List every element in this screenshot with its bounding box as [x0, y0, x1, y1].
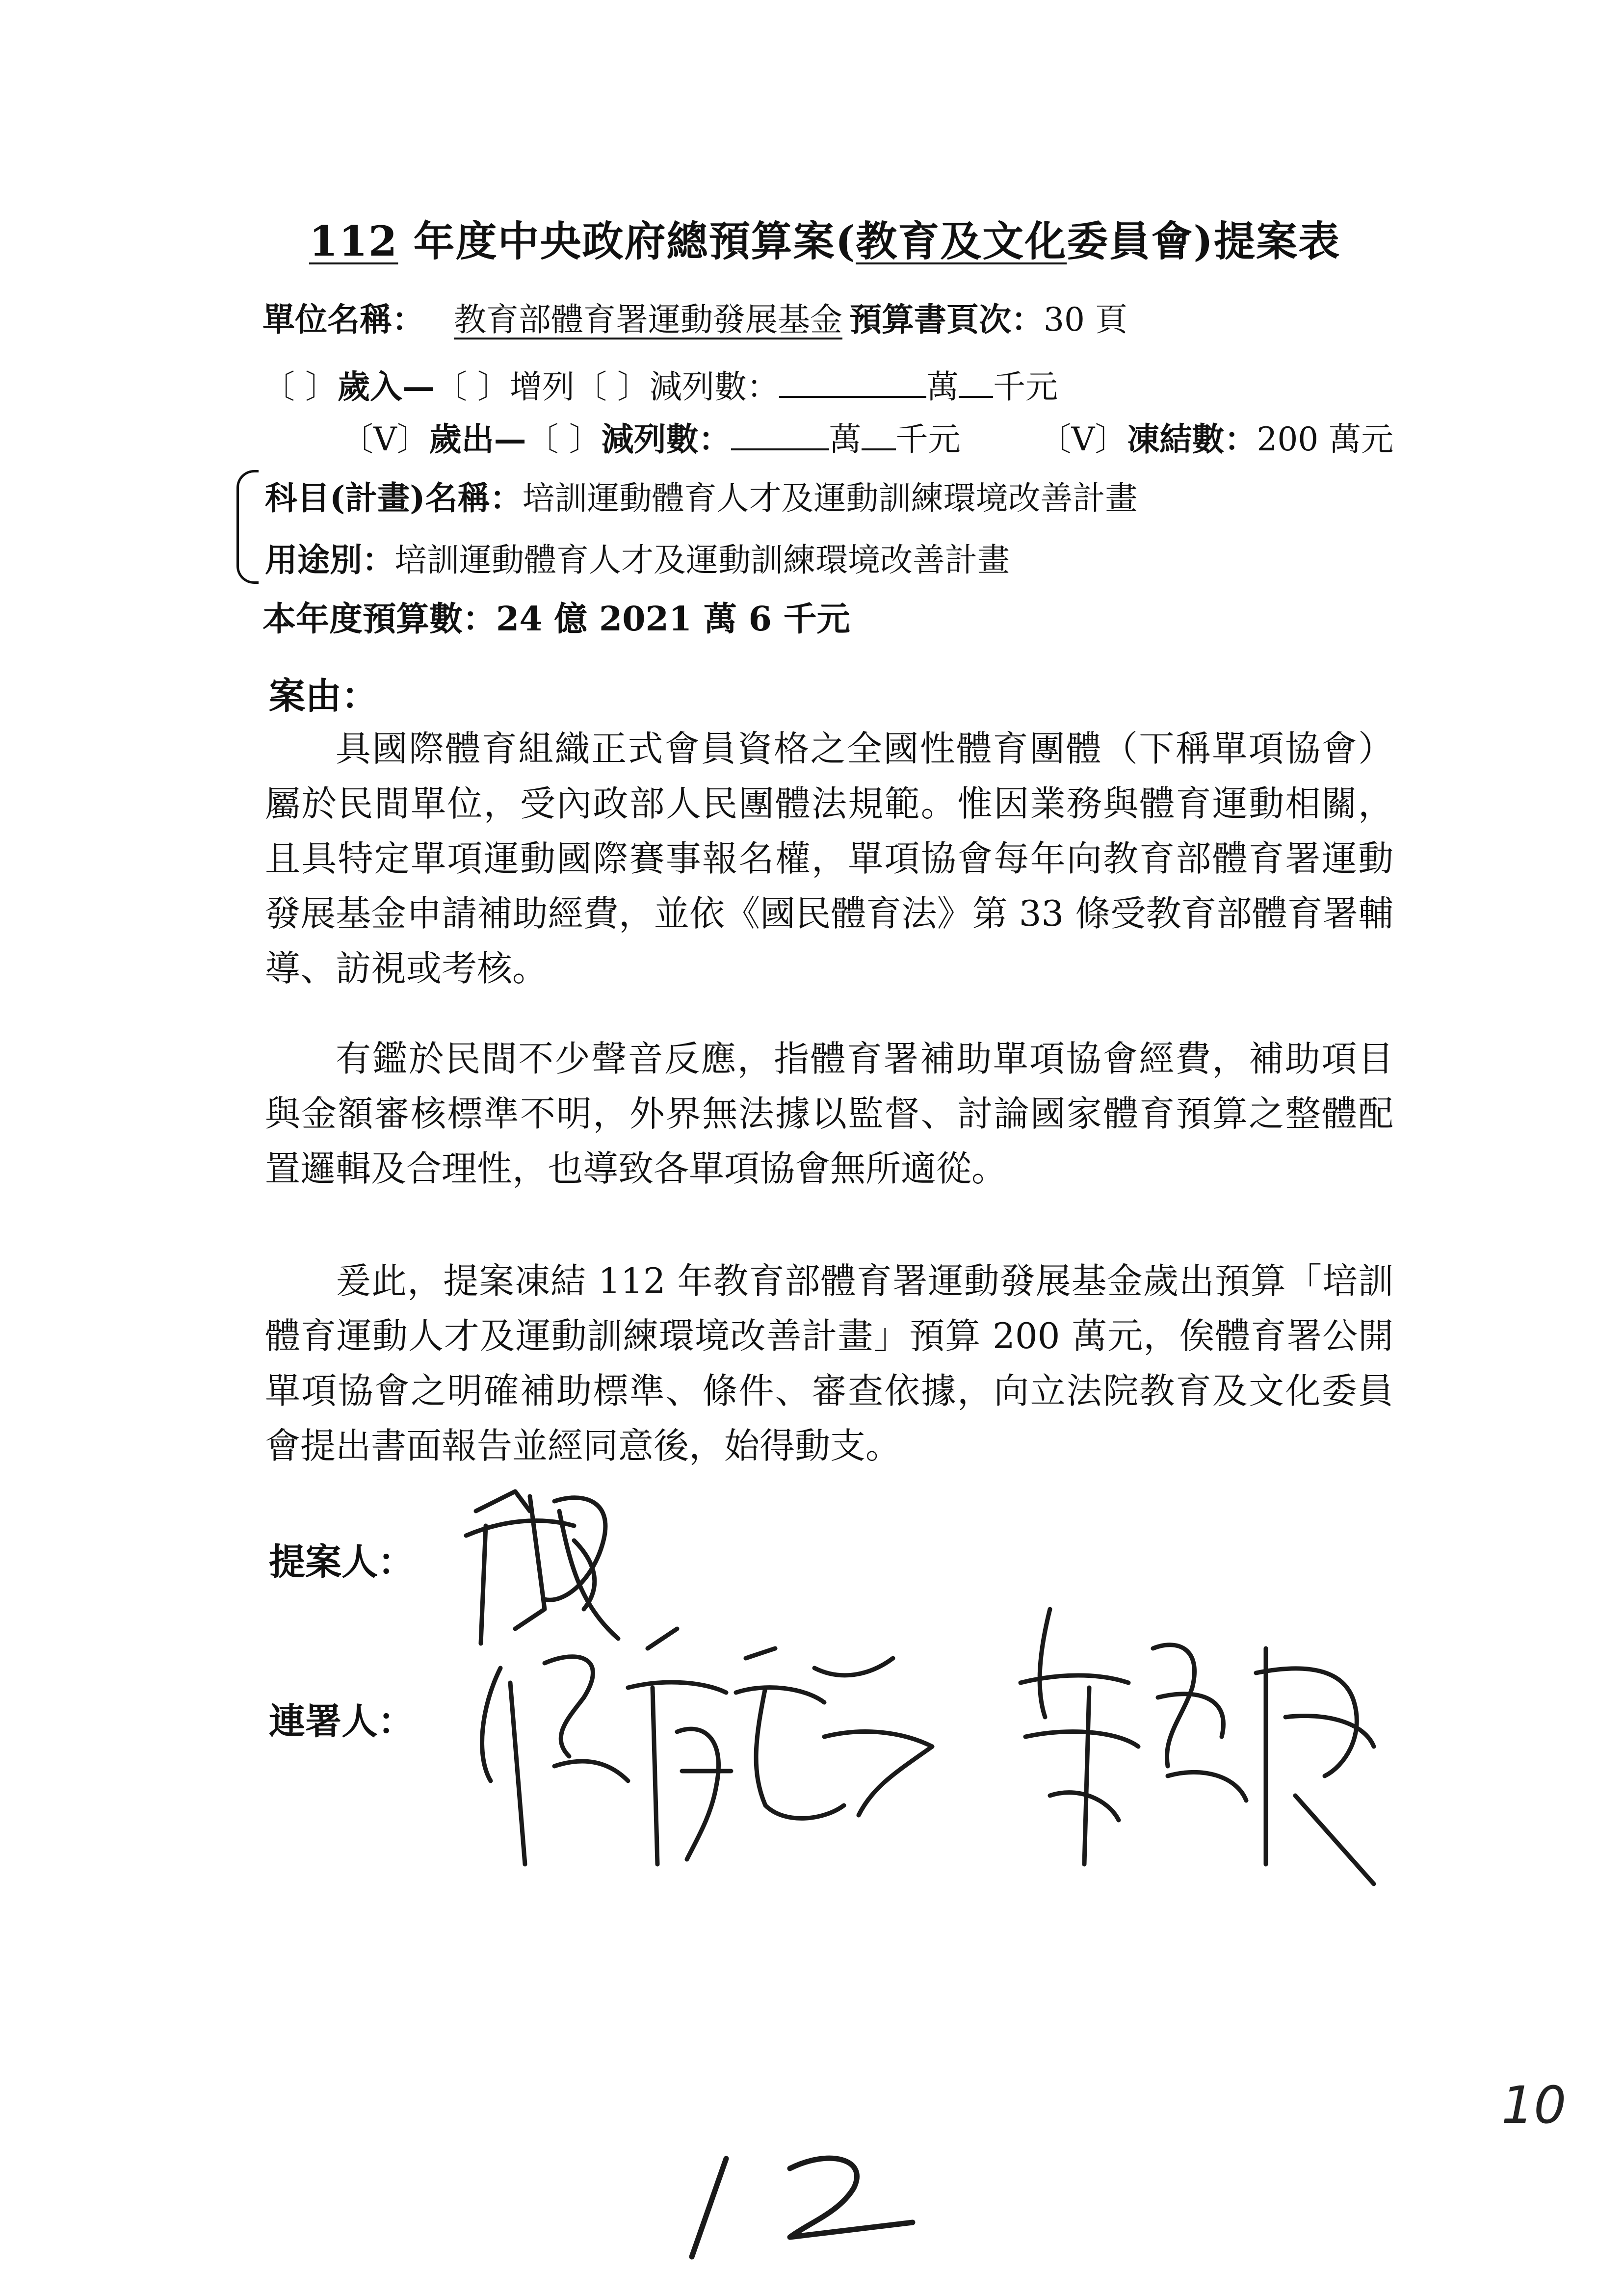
subject-row [265, 472, 1137, 519]
title-part2: 委員會)提案表 [1067, 217, 1341, 265]
freeze-value: 200 萬元 [1257, 420, 1394, 458]
cosigner-signature-2 [991, 1590, 1393, 1894]
budget-row [262, 593, 850, 640]
freeze-label: 凍結數： [1127, 420, 1257, 458]
cut-qian-blank [862, 421, 896, 450]
expenditure-checkbox: 〔V〕 [341, 420, 429, 458]
paragraph-1 [265, 721, 1393, 996]
revenue-wan-blank [779, 368, 926, 398]
revenue-label: 歲入— [337, 367, 435, 406]
revenue-options: 〔 〕增列〔 〕減列數： [434, 368, 779, 406]
page-ref-label: 預算書頁次： [849, 300, 1044, 339]
usage-label: 用途別： [265, 541, 394, 579]
paragraph-3 [265, 1253, 1393, 1473]
unit-value: 教育部體育署運動發展基金 [454, 301, 842, 339]
page-ref-value: 30 頁 [1044, 301, 1127, 339]
revenue-row [262, 361, 1058, 407]
revenue-wan: 萬 [926, 368, 959, 406]
budget-value: 24 億 2021 萬 6 千元 [496, 600, 850, 639]
title-committee: 教育及文化 [856, 217, 1067, 265]
cut-wan-blank [731, 421, 829, 450]
paragraph-2-text: 有鑑於民間不少聲音反應，指體育署補助單項協會經費，補助項目與金額審核標準不明，外界無法據以監督、討論國家體育預算之整體配置邏輯及合理性，也導致各單項協會無所適從。 [265, 1038, 1393, 1189]
usage-value: 培訓運動體育人才及運動訓練環境改善計畫 [394, 541, 1010, 579]
expenditure-row [341, 413, 1393, 460]
reason-label: 案由： [269, 675, 378, 717]
subject-value: 培訓運動體育人才及運動訓練環境改善計畫 [522, 479, 1138, 517]
expenditure-label: 歲出— [429, 420, 526, 458]
page-title [309, 209, 1340, 268]
cut-label: 減列數： [601, 420, 731, 458]
cut-wan: 萬 [829, 420, 862, 458]
subject-bracket [236, 470, 259, 584]
page-number: 10 [1501, 2075, 1567, 2135]
handwritten-page-mark [682, 2139, 937, 2267]
cut-qian: 千元 [895, 420, 961, 458]
unit-label: 單位名稱： [262, 300, 424, 339]
paragraph-3-text: 爰此，提案凍結 112 年教育部體育署運動發展基金歲出預算「培訓體育運動人才及運動訓練環境改善計畫」預算 200 萬元，俟體育署公開單項協會之明確補助標準、條件、審查依據，向立法院教育及文化委員會提出書面報告並經同意後，始得動支。 [265, 1260, 1393, 1466]
cosigner-label: 連署人： [269, 1700, 414, 1743]
proposer-label: 提案人： [269, 1541, 414, 1583]
title-part1: 年度中央政府總預算案( [398, 217, 856, 265]
title-year: 112 [309, 217, 398, 265]
revenue-qian: 千元 [993, 368, 1058, 406]
expenditure-option: 〔 〕 [526, 420, 602, 458]
revenue-qian-blank [959, 368, 993, 398]
paragraph-2 [265, 1031, 1393, 1196]
budget-label: 本年度預算數： [262, 600, 497, 639]
revenue-checkbox: 〔 〕 [262, 368, 338, 406]
freeze-checkbox: 〔V〕 [1039, 420, 1127, 458]
cosigner-signature-1 [471, 1609, 952, 1884]
paragraph-1-text: 具國際體育組織正式會員資格之全國性體育團體（下稱單項協會）屬於民間單位，受內政部人民團體法規範。惟因業務與體育運動相關，且具特定單項運動國際賽事報名權，單項協會每年向教育部體育署運動發展基金申請補助經費，並依《國民體育法》第 33 條受教育部體育署輔導、訪視或考核。 [265, 728, 1393, 989]
usage-row [265, 534, 1010, 580]
unit-row [262, 293, 1127, 340]
subject-label: 科目(計畫)名稱： [265, 479, 523, 517]
